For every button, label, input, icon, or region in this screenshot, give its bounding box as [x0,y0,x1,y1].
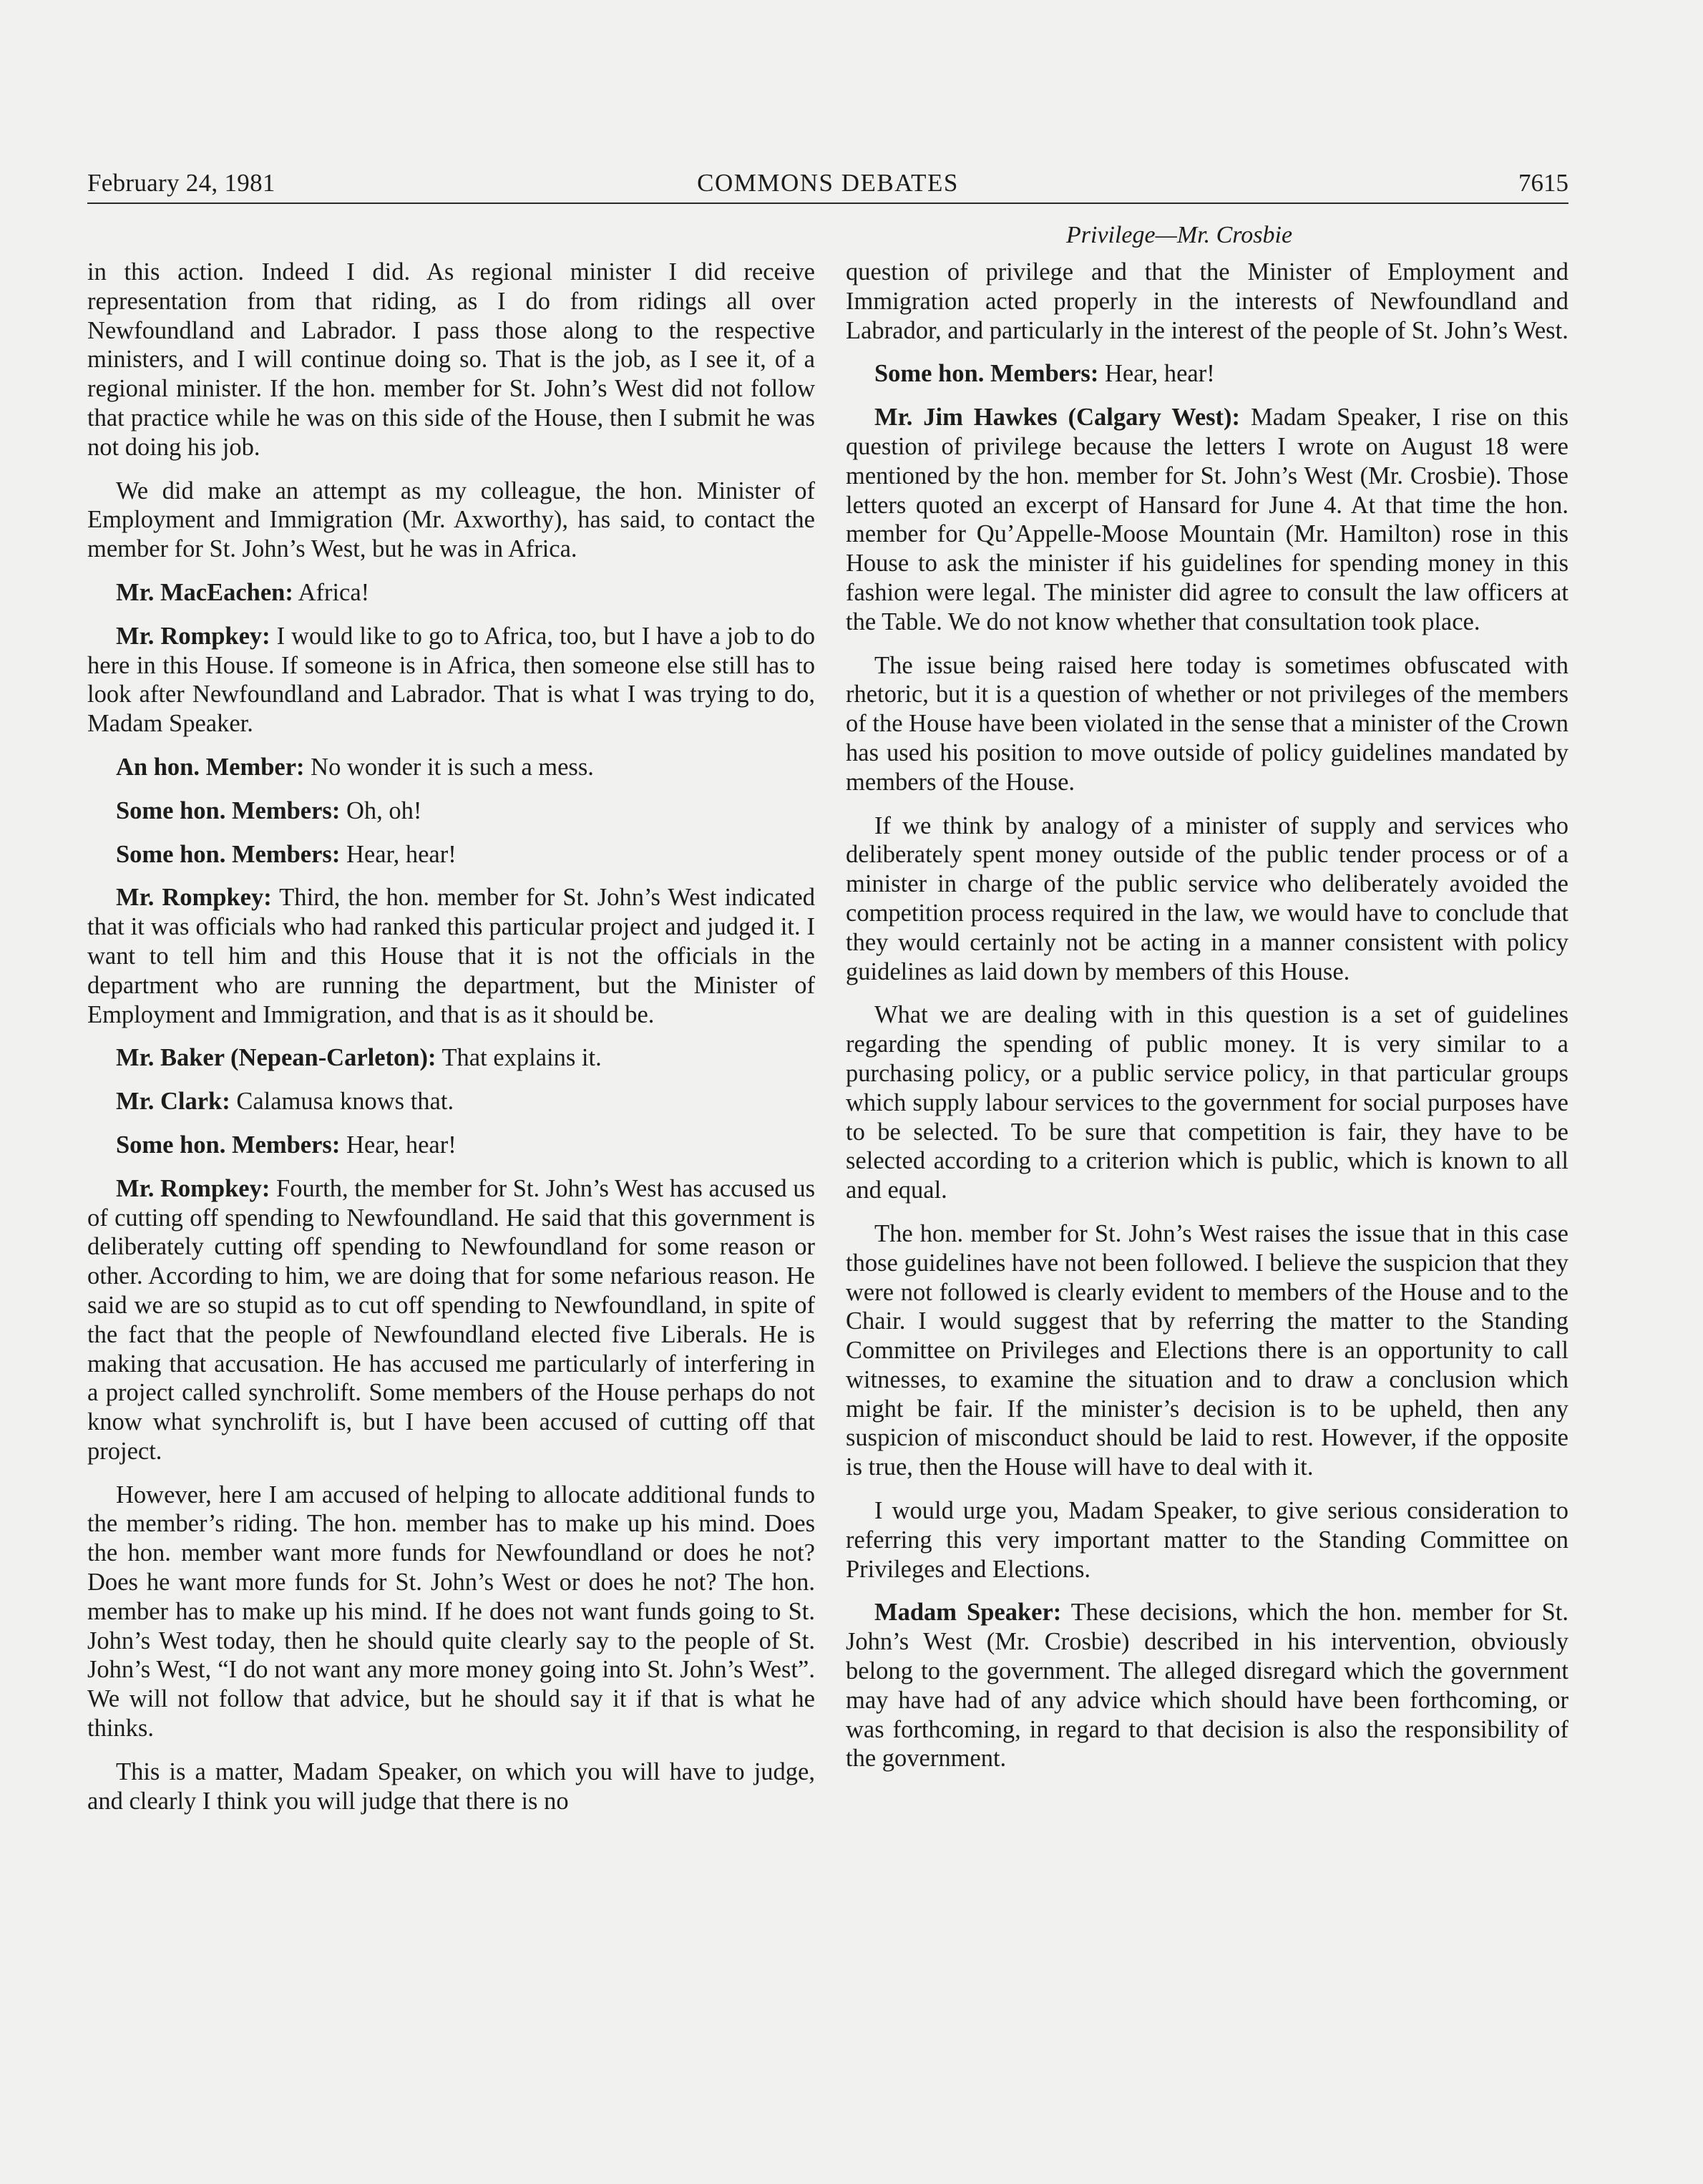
running-head: Privilege—Mr. Crosbie [1066,222,1293,248]
speaker-name: Madam Speaker: [874,1599,1062,1627]
paragraph [846,1219,1568,1482]
paragraph-text: No wonder it is such a mess. [311,753,594,781]
speaker-name: Mr. MacEachen: [116,578,293,606]
paragraph [87,840,815,869]
left-column [87,258,815,1830]
paragraph [87,1481,815,1743]
paragraph [87,1174,815,1466]
paragraph-text: Fourth, the member for St. John’s West has accused us of cutting off spending to Newfoundland. He said that this government is deliberately cutting off spending to Newfoundland for some reason or other. According to him, we are doing that for some nefarious reason. He said we are so stupid as to cut off spending to Newfoundland, in spite of the fact that the people of Newfoundland elected five Liberals. He is making that accusation. He has accused me particularly of interfering in a project called synchrolift. Some members of the House perhaps do not know what synchrolift is, but I have been accused of cutting off that project. [87,1174,815,1465]
paragraph [87,477,815,564]
paragraph [87,622,815,738]
paragraph-text: We did make an attempt as my colleague, the hon. Minister of Employment and Immigration (Mr. Axworthy), has said, to contact the member for St. John’s West, but he was in Africa. [87,477,815,563]
paragraph-text: I would like to go to Africa, too, but I have a job to do here in this House. If someone is in Africa, then someone else still has to look after Newfoundland and Labrador. That is what I was trying to do, Madam Speaker. [87,622,815,738]
paragraph-text: Hear, hear! [1104,360,1215,388]
paragraph-text: The hon. member for St. John’s West raises the issue that in this case those guidelines have not been followed. I believe the suspicion that they were not followed is clearly evident to members of the House and to the Chair. I would suggest that by referring the matter to the Standing Committee on Privileges and Elections there is an opportunity to call witnesses, to examine the situation and to draw a conclusion which might be fair. If the minister’s decision is to be upheld, then any suspicion of misconduct should be laid to rest. However, if the opposite is true, then the House will have to deal with it. [846,1219,1568,1481]
paragraph [87,1131,815,1160]
speaker-name: Some hon. Members: [116,796,341,824]
speaker-name: Mr. Baker (Nepean-Carleton): [116,1044,436,1072]
paragraph [846,1496,1568,1584]
speaker-name: Some hon. Members: [874,360,1099,388]
paragraph [87,883,815,1029]
speaker-name: Mr. Jim Hawkes (Calgary West): [874,404,1241,432]
paragraph [87,1043,815,1073]
paragraph [846,258,1568,345]
header-title: COMMONS DEBATES [697,169,959,197]
paragraph [87,796,815,826]
speaker-name: Some hon. Members: [116,840,341,868]
speaker-name: Some hon. Members: [116,1131,341,1159]
paragraph-text: These decisions, which the hon. member for St. John’s West (Mr. Crosbie) described in his intervention, obviously belong to the government. The alleged disregard which the government may have had of any advice which should have been forthcoming, or was forthcoming, in regard to that decision is also the responsibility of the government. [846,1599,1568,1773]
paragraph-text: Calamusa knows that. [236,1088,454,1116]
paragraph-text: question of privilege and that the Minister of Employment and Immigration acted properly in the interests of Newfoundland and Labrador, and particularly in the interest of the people of St. John’s West. [846,258,1568,344]
paragraph-text: If we think by analogy of a minister of supply and services who deliberately spent money outside of the public tender process or of a minister in charge of the public service who deliberately avoided the competition process required in the law, we would have to conclude that they would certainly not be acting in a manner consistent with policy guidelines as laid down by members of this House. [846,811,1568,985]
speaker-name: Mr. Rompkey: [116,622,270,650]
paragraph-text: The issue being raised here today is sometimes obfuscated with rhetoric, but it is a question of whether or not privileges of the members of the House have been violated in the sense that a minister of the Crown has used his position to move outside of policy guidelines mandated by members of the House. [846,651,1568,796]
paragraph [846,811,1568,987]
paragraph [846,403,1568,636]
page-header [87,166,1568,203]
paragraph-text: Africa! [298,578,370,606]
paragraph [87,753,815,782]
paragraph-text: What we are dealing with in this question is a set of guidelines regarding the spending of public money. It is very similar to a purchasing policy, or a public service policy, in that particular groups which supply labour services to the government for social purposes have to be selected. To be sure that competition is fair, they have to be selected according to a criterion which is public, which is known to all and equal. [846,1001,1568,1204]
header-rule [87,203,1568,204]
header-page-number: 7615 [1518,169,1568,197]
paragraph [87,258,815,462]
paragraph [87,1087,815,1116]
speaker-name: An hon. Member: [116,753,305,781]
speaker-name: Mr. Rompkey: [116,884,272,912]
paragraph-text: However, here I am accused of helping to allocate additional funds to the member’s riding. The hon. member has to make up his mind. Does the hon. member want more funds for Newfoundland or does he not? Does he want more funds for St. John’s West or does he not? The hon. member has to make up his mind. If he does not want funds going to St. John’s West today, then he should quite clearly say to the people of St. John’s West, “I do not want any more money going into St. John’s West”. We will not follow that advice, but he should say it if that is what he thinks. [87,1481,815,1742]
paragraph [846,1000,1568,1205]
paragraph-text: Third, the hon. member for St. John’s West indicated that it was officials who had ranked this particular project and judged it. I want to tell him and this House that it is not the officials in the department who are running the department, but the Minister of Employment and Immigration, and that is as it should be. [87,884,815,1028]
paragraph-text: Hear, hear! [346,840,457,868]
paragraph [87,578,815,608]
paragraph-text: That explains it. [441,1044,602,1072]
speaker-name: Mr. Rompkey: [116,1174,270,1202]
speaker-name: Mr. Clark: [116,1088,230,1116]
paragraph-text: This is a matter, Madam Speaker, on which you will have to judge, and clearly I think you will judge that there is no [87,1758,815,1815]
paragraph [846,651,1568,797]
right-column [846,258,1568,1788]
paragraph [846,1598,1568,1773]
paragraph-text: Oh, oh! [346,796,422,824]
paragraph [87,1758,815,1816]
header-date: February 24, 1981 [87,169,275,197]
paragraph [846,359,1568,389]
paragraph-text: I would urge you, Madam Speaker, to give serious consideration to referring this very important matter to the Standing Committee on Privileges and Elections. [846,1497,1568,1583]
paragraph-text: in this action. Indeed I did. As regional minister I did receive representation from that riding, as I do from ridings all over Newfoundland and Labrador. I pass those along to the respective ministers, and I will continue doing so. That is the job, as I see it, of a regional minister. If the hon. member for St. John’s West did not follow that practice while he was on this side of the House, then I submit he was not doing his job. [87,258,815,461]
paragraph-text: Hear, hear! [346,1131,457,1159]
paragraph-text: Madam Speaker, I rise on this question of privilege because the letters I wrote on August 18 were mentioned by the hon. member for St. John’s West (Mr. Crosbie). Those letters quoted an excerpt of Hansard for June 4. At that time the hon. member for Qu’Appelle-Moose Mountain (Mr. Hamilton) rose in this House to ask the minister if his guidelines for spending money in this fashion were legal. The minister did agree to consult the law officers at the Table. We do not know whether that consultation took place. [846,404,1568,635]
